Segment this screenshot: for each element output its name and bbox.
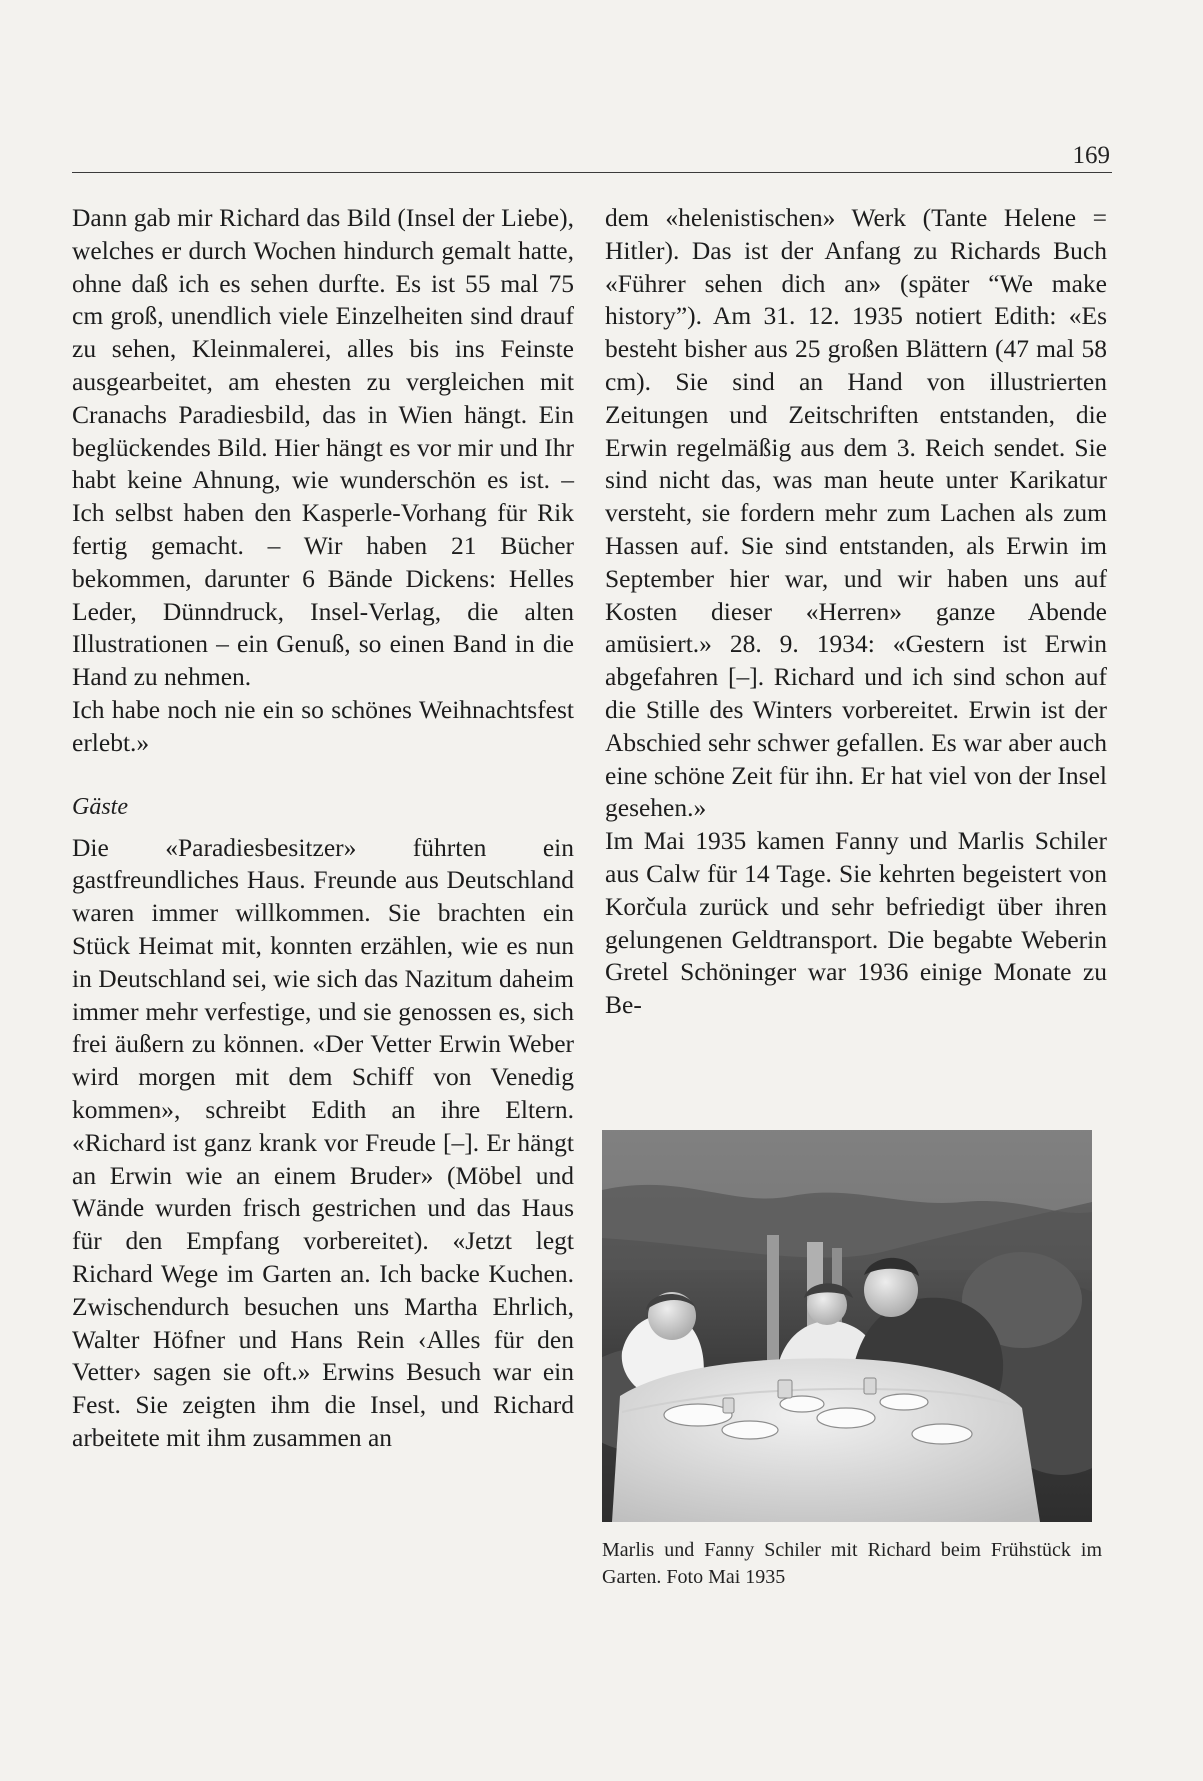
- right-paragraph: dem «helenistischen» Werk (Tante Helene = Hitler). Das ist der Anfang zu Richards Buch «Führer sehen dich an» (später “We make history”). Am 31. 12. 1935 notiert Edith: «Es besteht bisher aus 25 großen Blättern (47 mal 58 cm). Sie sind an Hand von illustrierten Zeitungen und Zeitschriften entstanden, die Erwin regelmäßig aus dem 3. Reich sendet. Sie sind nicht das, was man heute unter Karikatur versteht, sie fordern mehr zum Lachen als zum Hassen auf. Sie sind entstanden, als Erwin im September hier war, und wir haben uns auf Kosten dieser «Herren» ganze Abende amüsiert.» 28. 9. 1934: «Gestern ist Erwin abgefahren [–]. Richard und ich sind schon auf die Stille des Winters vorbereitet. Erwin ist der Abschied sehr schwer gefallen. Es war aber auch eine schöne Zeit für ihn. Er hat viel von der Insel gesehen.»: [605, 203, 1107, 823]
- left-column: [72, 202, 574, 1455]
- left-paragraph: Ich habe noch nie ein so schönes Weihnachtsfest erlebt.»: [72, 694, 574, 757]
- left-paragraph: Die «Paradiesbesitzer» führten ein gastfreundliches Haus. Freunde aus Deutschland waren immer willkommen. Sie brachten ein Stück Heimat mit, konnten erzählen, wie es nun in Deutschland sei, wie sich das Nazitum daheim immer mehr verfestige, und sie genossen es, sich frei äußern zu können. «Der Vetter Erwin Weber wird morgen mit dem Schiff von Venedig kommen», schreibt Edith an ihre Eltern. «Richard ist ganz krank vor Freude [–]. Er hängt an Erwin wie an einem Bruder» (Möbel und Wände wurden frisch gestrichen und das Haus für den Empfang vorbereitet). «Jetzt legt Richard Wege im Garten an. Ich backe Kuchen. Zwischendurch besuchen uns Martha Ehrlich, Walter Höfner und Hans Rein ‹Alles für den Vetter› sagen sie oft.» Erwins Besuch war ein Fest. Sie zeigten ihm die Insel, und Richard arbeitete mit ihm zusammen an: [72, 832, 574, 1452]
- header-rule: [72, 172, 1112, 173]
- photo: [602, 1130, 1092, 1522]
- section-heading: Gäste: [72, 793, 128, 820]
- photo-illustration: [602, 1130, 1092, 1522]
- right-paragraph: Im Mai 1935 kamen Fanny und Marlis Schiler aus Calw für 14 Tage. Sie kehrten begeistert von Korčula zurück und sehr befriedigt über ihren gelungenen Geldtransport. Die begabte Weberin Gretel Schöninger war 1936 einige Monate zu Be-: [605, 826, 1107, 1020]
- photo-caption: Marlis und Fanny Schiler mit Richard beim Frühstück im Garten. Foto Mai 1935: [602, 1539, 1102, 1588]
- page-number: 169: [1072, 142, 1110, 169]
- left-paragraph: Dann gab mir Richard das Bild (Insel der Liebe), welches er durch Wochen hindurch gemalt hatte, ohne daß ich es sehen durfte. Es ist 55 mal 75 cm groß, unendlich viele Einzelheiten sind drauf zu sehen, Kleinmalerei, alles bis ins Feinste ausgearbeitet, am ehesten zu vergleichen mit Cranachs Paradiesbild, das in Wien hängt. Ein beglückendes Bild. Hier hängt es vor mir und Ihr habt keine Ahnung, wie wunderschön es ist. – Ich selbst haben den Kasperle-Vorhang für Rik fertig gemacht. – Wir haben 21 Bücher bekommen, darunter 6 Bände Dickens: Helles Leder, Dünndruck, Insel-Verlag, die alten Illustrationen – ein Genuß, so einen Band in die Hand zu nehmen.: [72, 203, 574, 692]
- right-column: [605, 202, 1107, 1022]
